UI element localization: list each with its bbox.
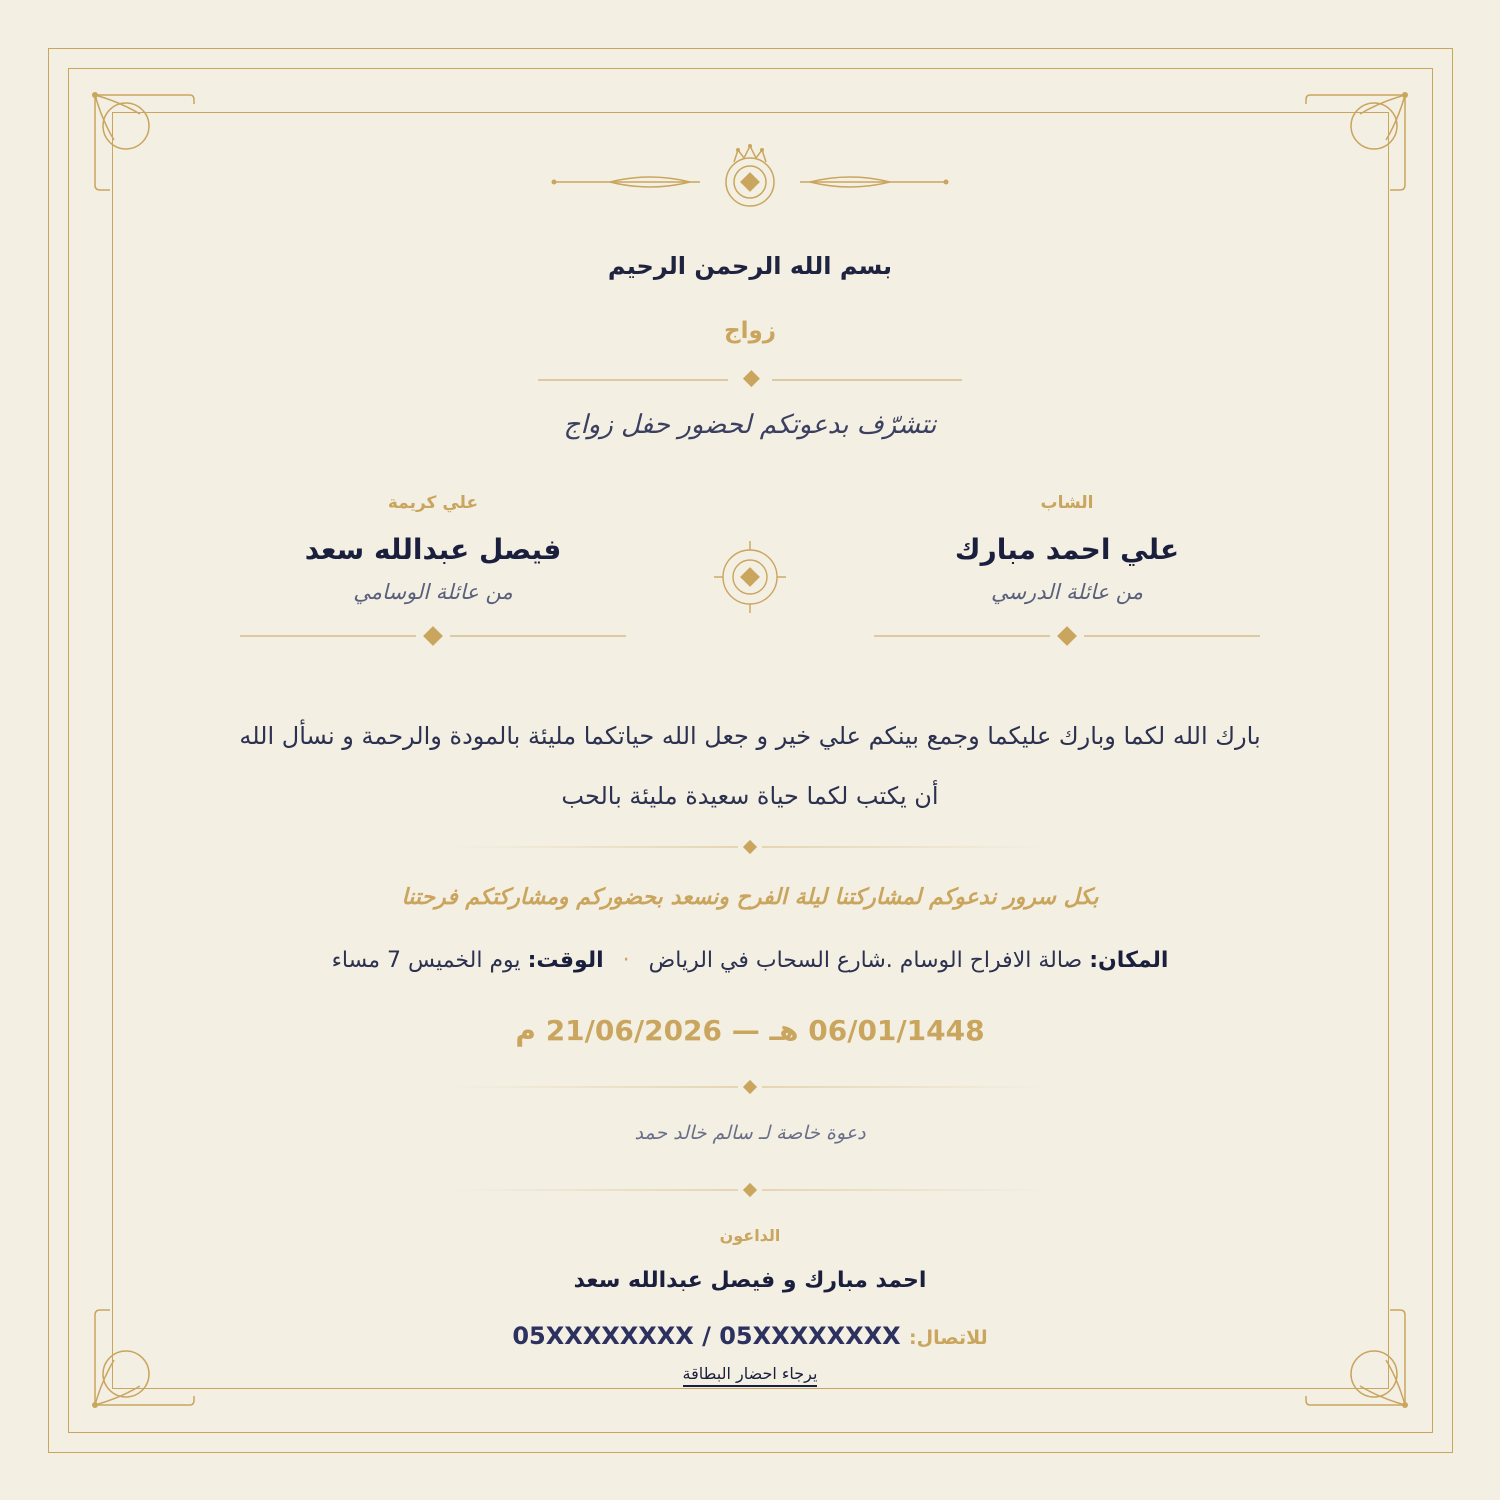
event-type-title: زواج <box>724 318 776 344</box>
card-note <box>0 1364 1500 1383</box>
divider-diamond <box>538 370 962 390</box>
bride-block <box>233 490 633 604</box>
groom-role: الشاب <box>1040 493 1094 513</box>
hosts-label: الداعون <box>719 1226 781 1245</box>
bride-divider <box>240 625 626 647</box>
bride-name: فيصل عبدالله سعد <box>304 533 562 566</box>
divider-fade-2 <box>450 1078 1050 1096</box>
corner-ornament-bottom-left <box>90 1290 210 1410</box>
hosts-names: احمد مبارك و فيصل عبدالله سعد <box>573 1268 927 1293</box>
groom-block <box>867 490 1267 604</box>
event-date <box>0 1014 1500 1047</box>
bismillah-heading: بسم الله الرحمن الرحيم <box>607 252 893 280</box>
blessing-text <box>0 706 1500 826</box>
hijri-date: 06/01/1448 هـ <box>769 1014 985 1047</box>
blessing-line-2: أن يكتب لكما حياة سعيدة مليئة بالحب <box>561 782 939 810</box>
crown-emblem-icon <box>550 140 950 220</box>
time-label: الوقت: <box>527 948 604 973</box>
divider-fade-3 <box>450 1181 1050 1199</box>
place-value: صالة الافراح الوسام .شارع السحاب في الرياض <box>648 948 1083 973</box>
blessing-line-1: بارك الله لكما وبارك عليكما وجمع بينكم علي خير و جعل الله حياتكما مليئة بالمودة والرحمة و نسأل الله <box>239 722 1261 750</box>
corner-ornament-top-left <box>90 90 210 210</box>
groom-divider <box>874 625 1260 647</box>
contact-phones: 05XXXXXXXX / 05XXXXXXXX <box>512 1322 901 1350</box>
details-separator: · <box>622 948 630 973</box>
date-dash: — <box>731 1014 760 1047</box>
center-medallion-icon <box>714 541 786 613</box>
gregorian-date: 21/06/2026 م <box>515 1014 723 1047</box>
groom-name: علي احمد مبارك <box>954 533 1180 566</box>
time-value: يوم الخميس 7 مساء <box>331 948 521 973</box>
corner-ornament-top-right <box>1290 90 1410 210</box>
contact-line <box>0 1322 1500 1350</box>
corner-ornament-bottom-right <box>1290 1290 1410 1410</box>
groom-family: من عائلة الدرسي <box>990 580 1144 604</box>
special-invite: دعوة خاصة لـ سالم خالد حمد <box>634 1122 866 1144</box>
bride-family: من عائلة الوسامي <box>353 580 513 604</box>
contact-label: للاتصال: <box>909 1327 988 1349</box>
invitation-intro: نتشرّف بدعوتكم لحضور حفل زواج <box>563 410 937 440</box>
bride-role: علي كريمة <box>387 493 479 513</box>
invitation-message: بكل سرور ندعوكم لمشاركتنا ليلة الفرح ونسعد بحضوركم ومشاركتكم فرحتنا <box>401 884 1099 910</box>
place-label: المكان: <box>1089 948 1169 973</box>
divider-fade-1 <box>450 838 1050 856</box>
event-details <box>0 948 1500 973</box>
card-note-text: يرجاء احضار البطاقة <box>683 1364 818 1387</box>
